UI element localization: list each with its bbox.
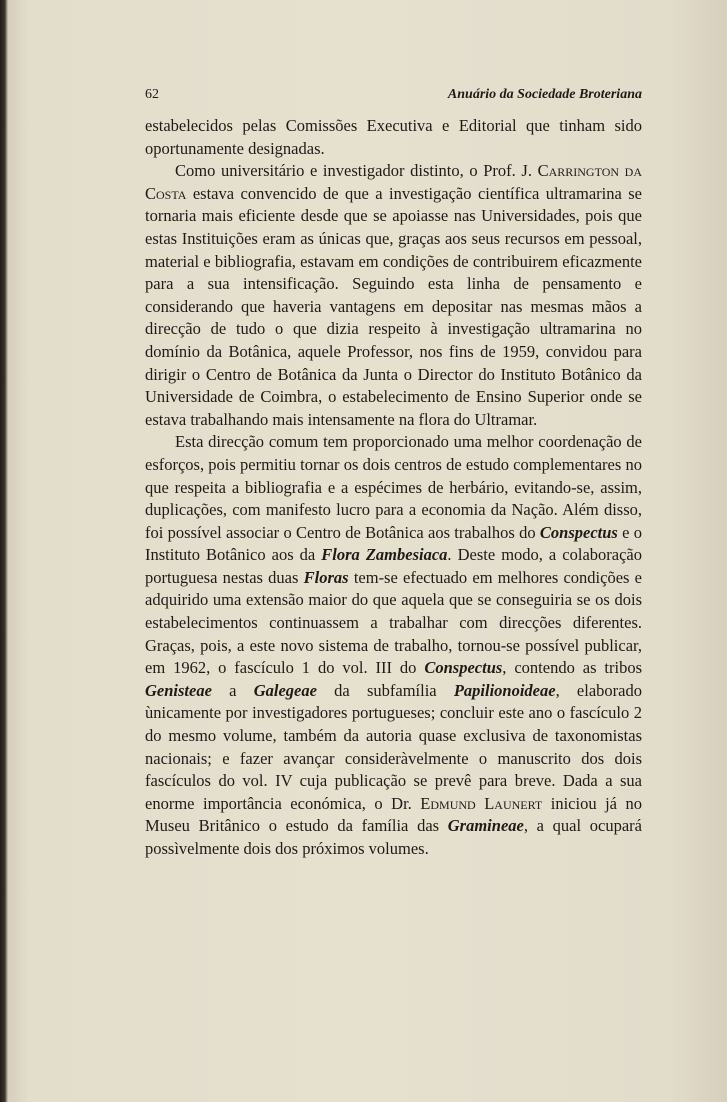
text-run: . Deste modo, a colaboração portuguesa nestas duas	[145, 545, 642, 587]
person-name-carrington-da-costa: Carrington da Costa	[145, 161, 643, 203]
text-run: , a qual ocupará possìvelmente dois dos próximos volumes.	[145, 816, 642, 858]
text-run: , contendo as tribos	[502, 658, 643, 678]
text-run: a	[211, 680, 254, 700]
title-floras: Floras	[303, 567, 349, 587]
taxon-gramineae: Gramineae	[447, 816, 524, 836]
text-run: , elaborado ùnicamente por investigadores portugueses; concluir este ano o fascículo 2 do mesmo volume, também da autoria quase exclusiva de taxonomistas nacionais; e fazer avançar consideràvelmente o manuscrito dos dois fascículos do vol. IV cuja publicação se prevê para breve. Dada a sua enorme importância económica, o Dr.	[145, 680, 642, 813]
text-run: da subfamília	[316, 680, 454, 700]
running-title: Anuário da Sociedade Broteriana	[447, 87, 642, 102]
text-run: Esta direcção comum tem proporcionado uma melhor coordenação de esforços, pois permitiu tornar os dois centros de estudo complementares no que respeita a bibliografia e a espécimes de herbário, evitando-se, assim, duplicações, com manifesto lucro para a economia da Nação. Além disso, foi possível associar o Centro de Botânica aos trabalhos do	[145, 432, 642, 542]
body-text	[145, 115, 642, 861]
paragraph-1-text: estabelecidos pelas Comissões Executiva e Editorial que tinham sido oportunamente designadas.	[145, 116, 642, 158]
title-conspectus: Conspectus	[539, 522, 618, 542]
text-run: e o Instituto Botânico aos da	[145, 522, 642, 565]
taxon-papilionoideae: Papilionoideae	[453, 680, 556, 700]
paragraph-3	[145, 431, 642, 860]
taxon-galegeae: Galegeae	[253, 680, 317, 700]
text-run: Como universitário e investigador distinto, o Prof. J.	[175, 161, 538, 181]
text-run: tem-se efectuado em melhores condições e adquirido uma extensão maior do que aquela que se conseguiria se os dois estabelecimentos continuassem a trabalhar com direcções diferentes. Graças, pois, a este novo sistema de trabalho, tornou-se possível publicar, em 1962, o fascículo 1 do vol. III do	[145, 567, 643, 678]
text-run: iniciou já no Museu Britânico o estudo da família das	[145, 793, 643, 836]
taxon-genisteae: Genisteae	[145, 680, 212, 700]
person-name-edmund-launert: Edmund Launert	[420, 793, 543, 813]
text-run: estava convencido de que a investigação científica ultramarina se tornaria mais eficiente desde que se apoiasse nas Universidades, pois que estas Instituições eram as únicas que, graças aos seus recursos em pessoal, material e bibliografia, estavam em condições de contribuirem eficazmente para a sua intensificação. Seguindo esta linha de pensamento e considerando que haveria vantagens em depositar nas mesmas mãos a direcção de tudo o que dizia respeito à investigação ultramarina no domínio da Botânica, aquele Professor, nos fins de 1959, convidou para dirigir o Centro de Botânica da Junta o Director do Instituto Botânico da Universidade de Coimbra, o estabelecimento de Ensino Superior onde se estava trabalhando mais intensamente na flora do Ultramar.	[145, 183, 642, 429]
title-conspectus-2: Conspectus	[424, 658, 503, 678]
page-number: 62	[145, 87, 159, 102]
book-spine-shadow	[0, 0, 8, 1102]
paragraph-2	[145, 160, 642, 431]
paragraph-1	[145, 115, 642, 160]
title-flora-zambesiaca: Flora Zambesiaca	[321, 545, 448, 565]
